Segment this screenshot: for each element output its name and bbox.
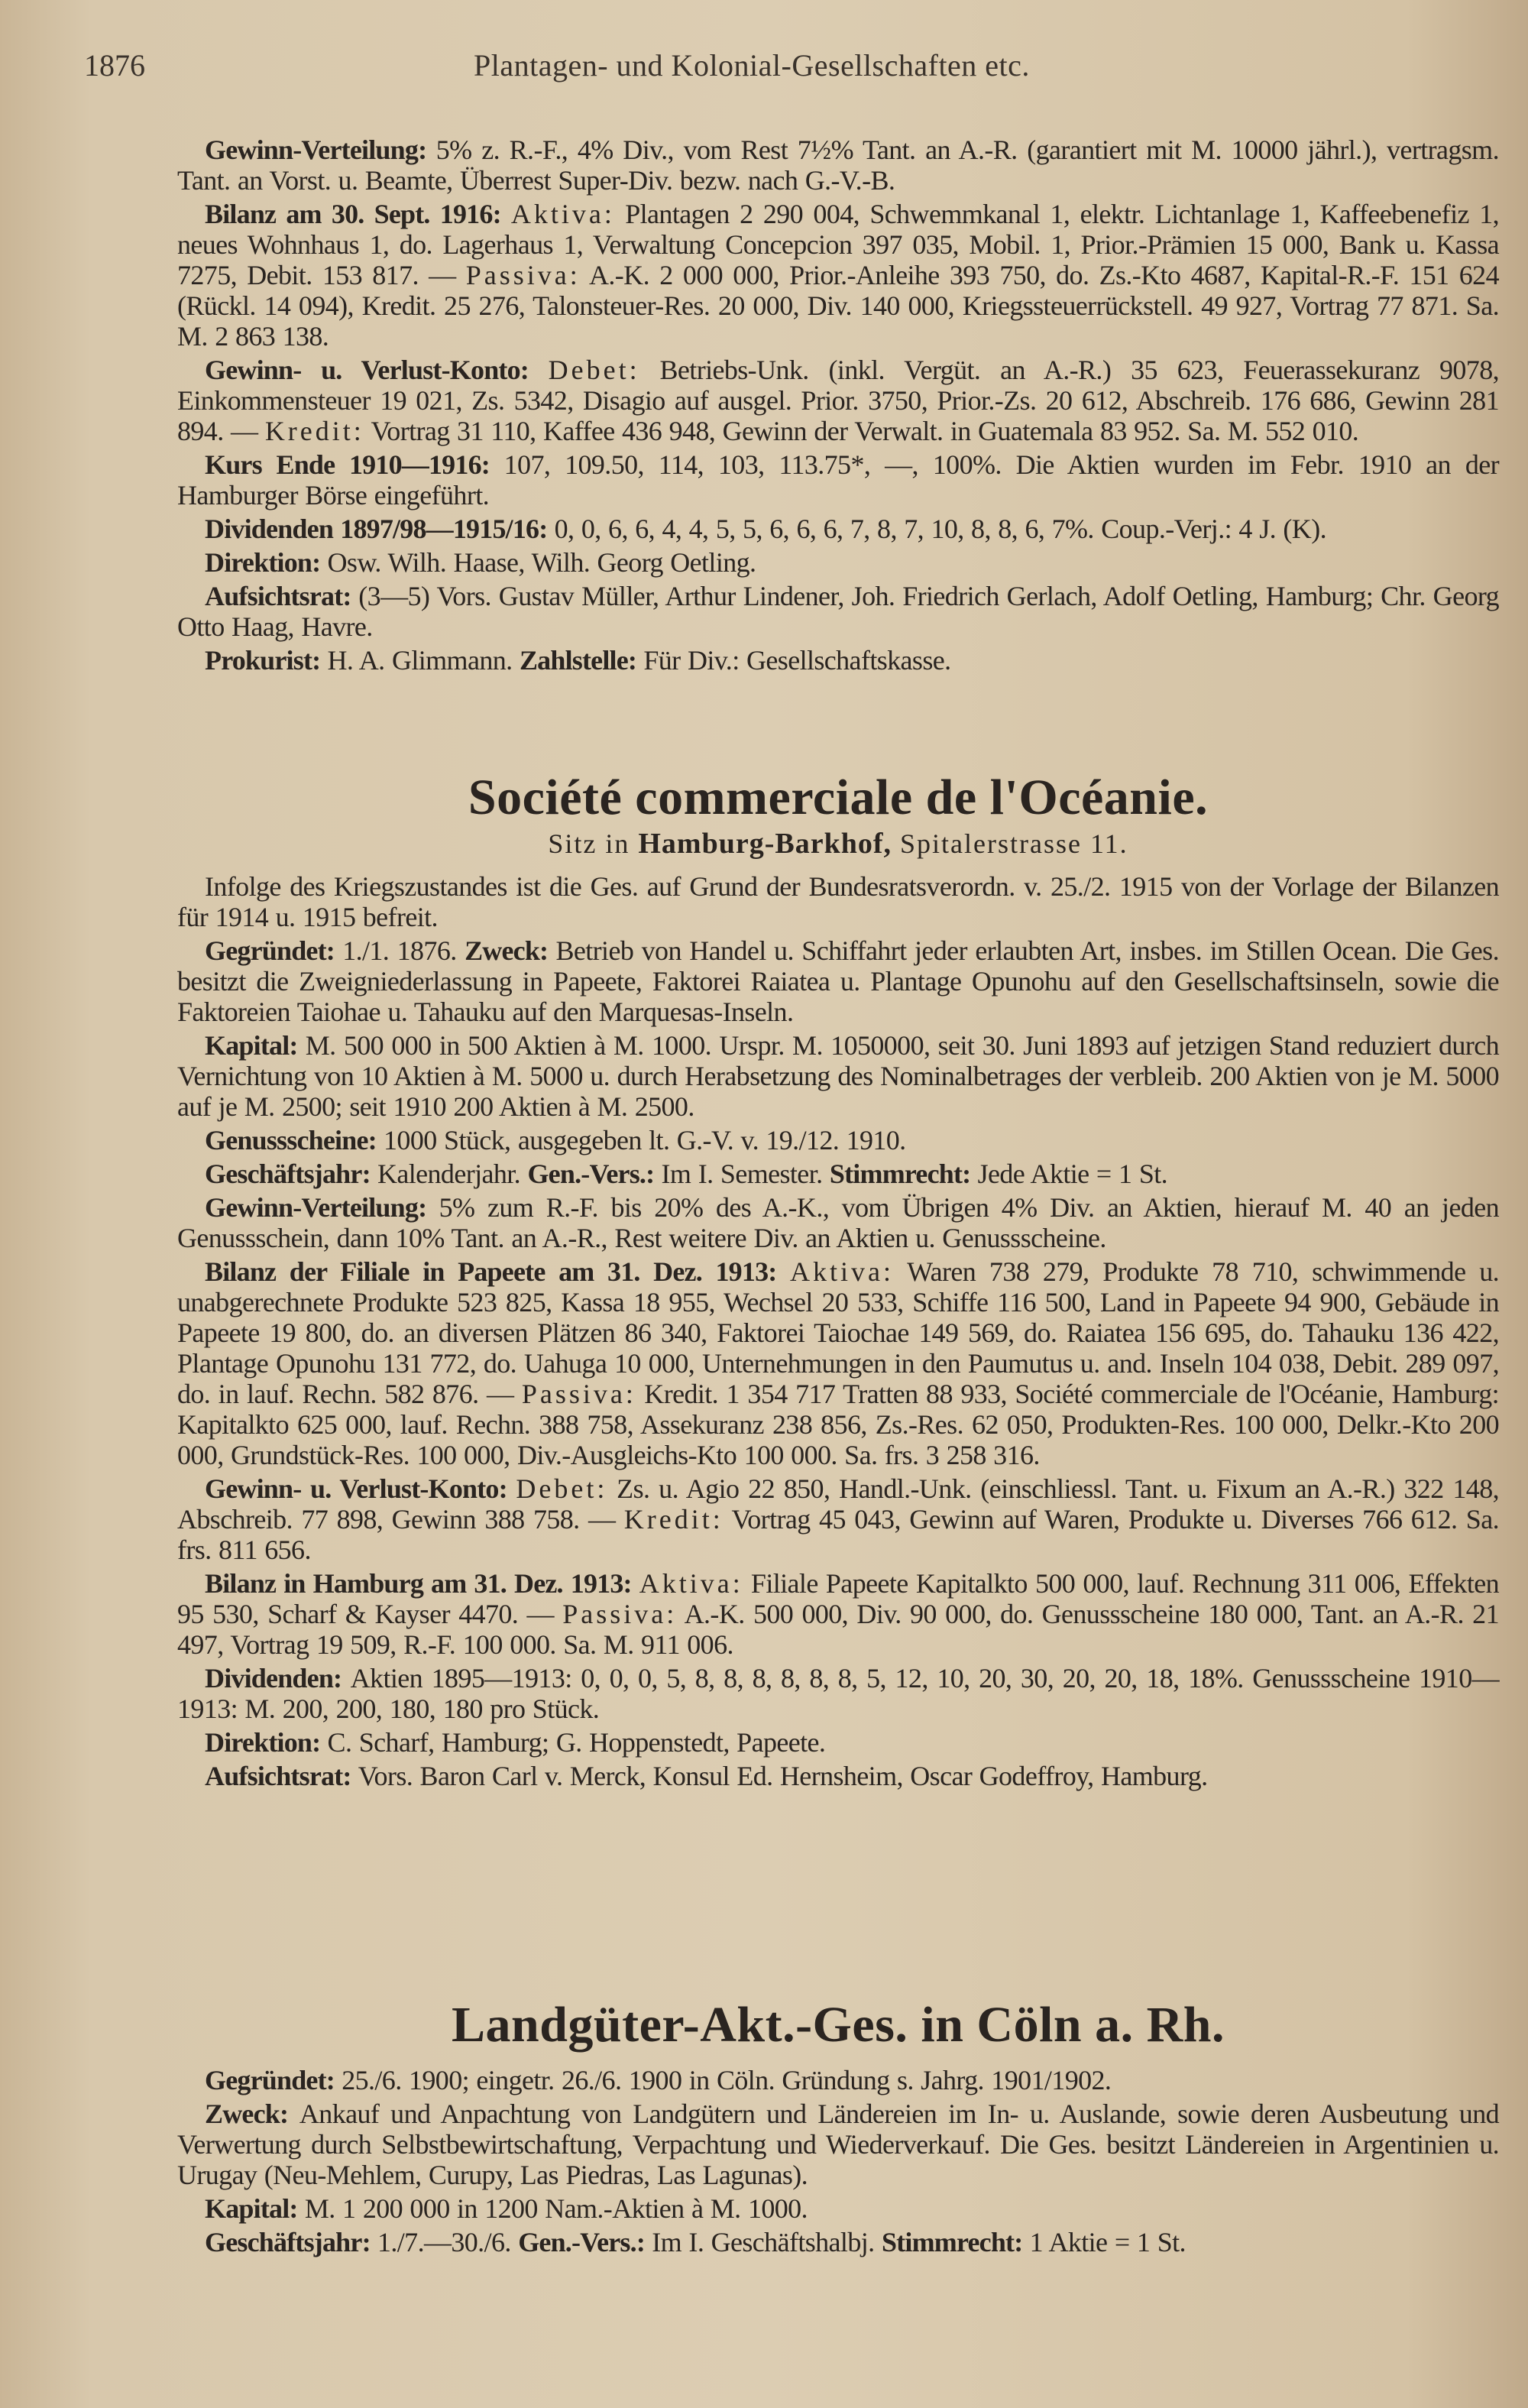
ledger-side-label: Debet: bbox=[516, 1473, 608, 1504]
field-label: Stimmrecht: bbox=[829, 1159, 978, 1189]
paragraph-text: H. A. Glimmann. bbox=[327, 645, 520, 676]
paragraph bbox=[177, 2227, 1499, 2257]
seat-city: Hamburg-Barkhof, bbox=[638, 828, 892, 860]
paragraph-text: Infolge des Kriegszustandes ist die Ges. auf Grund der Bundesratsverordn. v. 25./2. 1915 von der Vorlage der Bilanzen für 1914 u. 1915 befreit. bbox=[177, 871, 1499, 932]
paragraph-text: Betriebs-Unk. (inkl. Vergüt. an A.-R.) 35 623, Feuerassekuranz 9078, Einkommensteuer 19 021, Zs. 5342, Disagio auf ausgel. Prior. 3750, Prior.-Zs. 20 612, Abschreib. 176 686, Gewinn 281 894. — bbox=[177, 355, 1499, 446]
paragraph bbox=[177, 134, 1499, 196]
paragraph bbox=[177, 449, 1499, 510]
paragraph bbox=[177, 645, 1499, 676]
ledger-side-label: Aktiva: bbox=[639, 1568, 743, 1599]
field-label: Stimmrecht: bbox=[881, 2227, 1030, 2257]
paragraph-text: Filiale Papeete Kapitalkto 500 000, lauf. Rechnung 311 006, Effekten 95 530, Scharf & Kayser 4470. — bbox=[177, 1568, 1499, 1629]
field-label: Kapital: bbox=[205, 1030, 306, 1061]
field-label: Bilanz am 30. Sept. 1916: bbox=[205, 199, 511, 229]
paragraph-text: Jede Aktie = 1 St. bbox=[977, 1159, 1168, 1189]
ledger-side-label: Kredit: bbox=[264, 416, 364, 446]
field-label: Kapital: bbox=[205, 2193, 305, 2224]
paragraph-text: Kalenderjahr. bbox=[377, 1159, 528, 1189]
paragraph-list bbox=[177, 2065, 1499, 2257]
paragraph bbox=[177, 2098, 1499, 2190]
field-label: Zweck: bbox=[205, 2098, 299, 2129]
ledger-side-label: Debet: bbox=[548, 355, 640, 385]
paragraph-text: Zs. u. Agio 22 850, Handl.-Unk. (einschliessl. Tant. u. Fixum an A.-R.) 322 148, Abschreib. 77 898, Gewinn 388 758. — bbox=[177, 1473, 1499, 1535]
company-seat bbox=[177, 827, 1499, 860]
field-label: Zweck: bbox=[465, 935, 556, 966]
field-label: Gen.-Vers.: bbox=[527, 1159, 662, 1189]
ledger-side-label: Passiva: bbox=[521, 1379, 636, 1409]
ledger-side-label: Aktiva: bbox=[790, 1256, 895, 1287]
paragraph bbox=[177, 1473, 1499, 1565]
paragraph bbox=[177, 1663, 1499, 1724]
paragraph-text: 5% z. R.-F., 4% Div., vom Rest 7½% Tant. an A.-R. (garantiert mit M. 10000 jährl.), vertragsm. Tant. an Vorst. u. Beamte, Überrest Super-Div. bezw. nach G.-V.-B. bbox=[177, 134, 1499, 196]
paragraph-text: Vors. Baron Carl v. Merck, Konsul Ed. Hernsheim, Oscar Godeffroy, Hamburg. bbox=[358, 1761, 1208, 1791]
paragraph bbox=[177, 1727, 1499, 1758]
paragraph-text: A.-K. 2 000 000, Prior.-Anleihe 393 750, do. Zs.-Kto 4687, Kapital-R.-F. 151 624 (Rückl. 14 094), Kredit. 25 276, Talonsteuer-Res. 20 000, Div. 140 000, Kriegssteuerrückstell. 49 927, Vortrag 77 871. Sa. M. 2 863 138. bbox=[177, 260, 1499, 352]
field-label: Geschäftsjahr: bbox=[205, 1159, 377, 1189]
paragraph-text: Aktien 1895—1913: 0, 0, 0, 5, 8, 8, 8, 8, 8, 8, 5, 12, 10, 20, 30, 20, 20, 18, 18%. Genussscheine 1910—1913: M. 200, 200, 180, 180 pro Stück. bbox=[177, 1663, 1500, 1724]
field-label: Kurs Ende 1910—1916: bbox=[205, 449, 504, 480]
paragraph-text: Osw. Wilh. Haase, Wilh. Georg Oetling. bbox=[327, 547, 756, 578]
company-title: Landgüter-Akt.-Ges. in Cöln a. Rh. bbox=[452, 1997, 1225, 2053]
ledger-side-label: Passiva: bbox=[562, 1599, 678, 1629]
paragraph-list bbox=[177, 871, 1499, 1791]
field-label: Dividenden 1897/98—1915/16: bbox=[205, 514, 555, 544]
ledger-side-label: Aktiva: bbox=[510, 199, 615, 229]
paragraph bbox=[177, 514, 1499, 544]
paragraph-text: Waren 738 279, Produkte 78 710, schwimmende u. unabgerechnete Produkte 523 825, Kassa 18 955, Wechsel 20 533, Schiffe 116 500, Land in Papeete 94 900, Gebäude in Papeete 19 800, do. an diversen Plätzen 86 340, Faktorei Taiochae 149 569, do. Raiatea 156 695, do. Tahauku 136 422, Plantage Opunohu 131 772, do. Uahuga 10 000, Unternehmungen in den Paumutus u. and. Inseln 104 038, Debit. 289 097, do. in lauf. Rechn. 582 876. — bbox=[177, 1256, 1499, 1409]
paragraph bbox=[177, 199, 1499, 352]
ledger-side-label: Passiva: bbox=[465, 260, 581, 290]
paragraph-text: 107, 109.50, 114, 103, 113.75*, —, 100%. Die Aktien wurden im Febr. 1910 an der Hamburger Börse eingeführt. bbox=[177, 449, 1499, 510]
paragraph-text: 5% zum R.-F. bis 20% des A.-K., vom Übrigen 4% Div. an Aktien, hierauf M. 40 an jeden Genussschein, dann 10% Tant. an A.-R., Rest weitere Div. an Aktien u. Genussscheine. bbox=[177, 1192, 1499, 1253]
field-label: Direktion: bbox=[205, 547, 328, 578]
paragraph bbox=[177, 2065, 1499, 2095]
field-label: Geschäftsjahr: bbox=[205, 2227, 377, 2257]
field-label: Gewinn- u. Verlust-Konto: bbox=[205, 355, 549, 385]
paragraph-text: M. 500 000 in 500 Aktien à M. 1000. Urspr. M. 1050000, seit 30. Juni 1893 auf jetzigen Stand reduziert durch Vernichtung von 10 Aktien à M. 5000 u. durch Herabsetzung des Nominalbetrages der verbleib. 200 Aktien von je M. 5000 auf je M. 2500; seit 1910 200 Aktien à M. 2500. bbox=[177, 1030, 1499, 1122]
paragraph-text: Im I. Geschäftshalbj. bbox=[652, 2227, 882, 2257]
field-label: Gewinn-Verteilung: bbox=[205, 1192, 439, 1223]
company-title: Société commerciale de l'Océanie. bbox=[468, 770, 1209, 825]
paragraph-text: M. 1 200 000 in 1200 Nam.-Aktien à M. 1000. bbox=[304, 2193, 808, 2224]
page-number: 1876 bbox=[84, 48, 145, 83]
running-title: Plantagen- und Kolonial-Gesellschaften etc. bbox=[474, 48, 1030, 83]
field-label: Dividenden: bbox=[205, 1663, 351, 1693]
paragraph-text: (3—5) Vors. Gustav Müller, Arthur Lindener, Joh. Friedrich Gerlach, Adolf Oetling, Hamburg; Chr. Georg Otto Haag, Havre. bbox=[177, 581, 1499, 642]
paragraph-text: Vortrag 45 043, Gewinn auf Waren, Produkte u. Diverses 766 612. Sa. frs. 811 656. bbox=[177, 1504, 1499, 1565]
paragraph bbox=[177, 1192, 1499, 1253]
paragraph-text: 0, 0, 6, 6, 4, 4, 5, 5, 6, 6, 6, 7, 8, 7, 10, 8, 8, 6, 7%. Coup.-Verj.: 4 J. (K). bbox=[554, 514, 1326, 544]
field-label: Gen.-Vers.: bbox=[518, 2227, 652, 2257]
paragraph-text: A.-K. 500 000, Div. 90 000, do. Genussscheine 180 000, Tant. an A.-R. 21 497, Vortrag 19 509, R.-F. 100 000. Sa. M. 911 006. bbox=[177, 1599, 1499, 1660]
paragraph-text: 1./7.—30./6. bbox=[377, 2227, 519, 2257]
seat-prefix: Sitz in bbox=[548, 828, 639, 859]
paragraph-text: C. Scharf, Hamburg; G. Hoppenstedt, Papeete. bbox=[327, 1727, 826, 1758]
paragraph-text: Für Div.: Gesellschaftskasse. bbox=[643, 645, 951, 676]
field-label: Bilanz der Filiale in Papeete am 31. Dez. 1913: bbox=[205, 1256, 791, 1287]
paragraph-text: 25./6. 1900; eingetr. 26./6. 1900 in Cöln. Gründung s. Jahrg. 1901/1902. bbox=[342, 2065, 1112, 2095]
paragraph-text: 1./1. 1876. bbox=[342, 935, 465, 966]
paragraph bbox=[177, 1159, 1499, 1189]
paragraph bbox=[177, 1030, 1499, 1122]
paragraph bbox=[177, 581, 1499, 642]
field-label: Direktion: bbox=[205, 1727, 328, 1758]
field-label: Aufsichtsrat: bbox=[205, 581, 359, 611]
field-label: Aufsichtsrat: bbox=[205, 1761, 358, 1791]
field-label: Zahlstelle: bbox=[519, 645, 644, 676]
section-societe-commerciale bbox=[177, 769, 1499, 1794]
section-landgueter bbox=[177, 1996, 1499, 2261]
seat-street: Spitalerstrasse 11. bbox=[892, 828, 1128, 859]
paragraph bbox=[177, 2193, 1499, 2224]
paragraph bbox=[177, 871, 1499, 932]
field-label: Gegründet: bbox=[205, 935, 343, 966]
field-label: Prokurist: bbox=[205, 645, 328, 676]
paragraph-text: Vortrag 31 110, Kaffee 436 948, Gewinn der Verwalt. in Guatemala 83 952. Sa. M. 552 010. bbox=[364, 416, 1359, 446]
paragraph-text: 1000 Stück, ausgegeben lt. G.-V. v. 19./12. 1910. bbox=[384, 1125, 906, 1155]
paragraph-text: Ankauf und Anpachtung von Landgütern und Ländereien im In- u. Auslande, sowie deren Ausbeutung und Verwertung durch Selbstbewirtschaftung, Verpachtung und Wiederverkauf. Die Ges. besitzt Ländereien in Argentinien u. Urugay (Neu-Mehlem, Curupy, Las Piedras, Las Lagunas). bbox=[177, 2098, 1499, 2190]
field-label: Genussscheine: bbox=[205, 1125, 384, 1155]
paragraph-text: Kredit. 1 354 717 Tratten 88 933, Société commerciale de l'Océanie, Hamburg: Kapitalkto 625 000, lauf. Rechn. 388 758, Assekuranz 238 856, Zs.-Res. 62 050, Produkten-Res. 100 000, Delkr.-Kto 200 000, Grundstück-Res. 100 000, Div.-Ausgleichs-Kto 100 000. Sa. frs. 3 258 316. bbox=[177, 1379, 1500, 1470]
field-label: Gewinn- u. Verlust-Konto: bbox=[205, 1473, 516, 1504]
paragraph bbox=[177, 935, 1499, 1027]
ledger-side-label: Kredit: bbox=[623, 1504, 724, 1535]
section-plantation-company-continued bbox=[177, 134, 1499, 679]
paragraph-list bbox=[177, 134, 1499, 676]
field-label: Gegründet: bbox=[205, 2065, 342, 2095]
paragraph bbox=[177, 547, 1499, 578]
paragraph-text: Betrieb von Handel u. Schiffahrt jeder erlaubten Art, insbes. im Stillen Ocean. Die Ges. besitzt die Zweigniederlassung in Papeete, Faktorei Raiatea u. Plantage Opunohu auf den Gesellschaftsinseln, sowie die Faktoreien Taiohae u. Tahauku auf den Marquesas-Inseln. bbox=[177, 935, 1499, 1027]
paragraph bbox=[177, 1761, 1499, 1791]
field-label: Gewinn-Verteilung: bbox=[205, 134, 436, 165]
paragraph-text: Im I. Semester. bbox=[661, 1159, 830, 1189]
paragraph-text: 1 Aktie = 1 St. bbox=[1029, 2227, 1186, 2257]
paragraph bbox=[177, 1568, 1499, 1660]
field-label: Bilanz in Hamburg am 31. Dez. 1913: bbox=[205, 1568, 639, 1599]
paragraph-text: Plantagen 2 290 004, Schwemmkanal 1, elektr. Lichtanlage 1, Kaffeebenefiz 1, neues Wohnhaus 1, do. Lagerhaus 1, Verwaltung Concepcion 397 035, Mobil. 1, Prior.-Prämien 15 000, Bank u. Kassa 7275, Debit. 153 817. — bbox=[177, 199, 1499, 290]
paragraph bbox=[177, 355, 1499, 446]
paragraph bbox=[177, 1256, 1499, 1470]
paragraph bbox=[177, 1125, 1499, 1155]
